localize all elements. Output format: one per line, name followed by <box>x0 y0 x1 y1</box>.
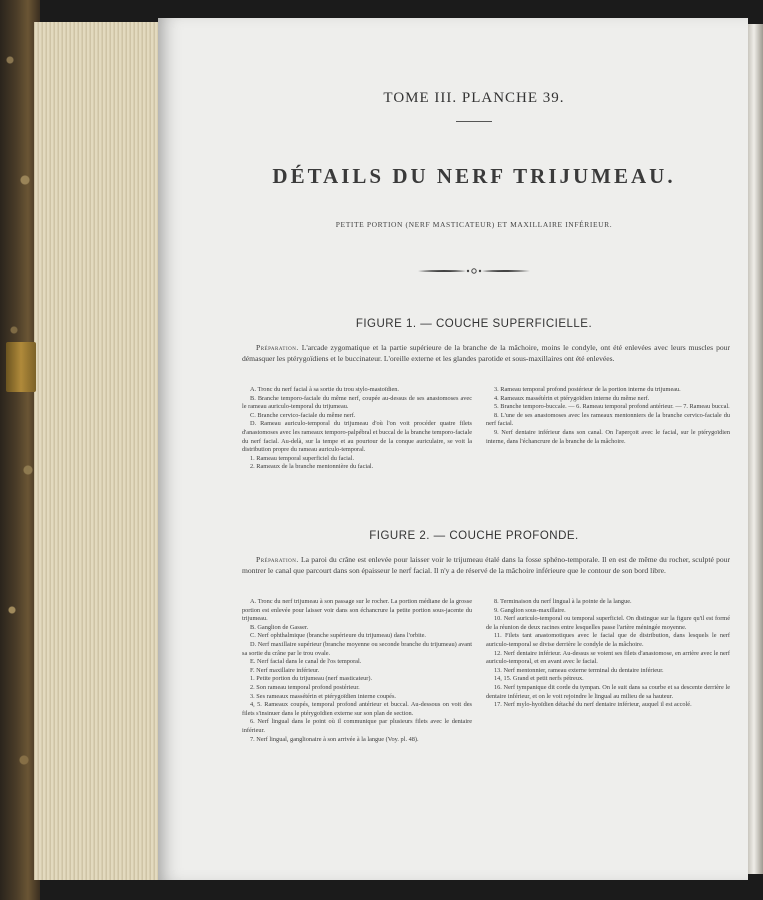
plate-header: TOME III. PLANCHE 39. <box>383 90 565 106</box>
figure1-prep-text: L'arcade zygomatique et la partie supérieure de la branche de la mâchoire, moins le condyle, ont été enlevées avec leurs muscles pour démasquer les ptérygoïdiens et le buccinateur. L'oreille externe et les glandes parotide et sous-maxillaires ont été enlevées. <box>242 343 730 363</box>
facing-page-edge <box>748 24 763 874</box>
legend-item: B. Branche temporo-faciale du même nerf, coupée au-dessus de ses anastomoses avec le rameau auriculo-temporal du trijumeau. <box>242 394 472 411</box>
page-subtitle: PETITE PORTION (NERF MASTICATEUR) ET MAXILLAIRE INFÉRIEUR. <box>335 220 613 229</box>
legend-item: 12. Nerf dentaire inférieur. Au-dessus se voient ses filets d'anastomose, en arrière avec le nerf auriculo-temporal, et en avant avec le facial. <box>486 649 730 666</box>
legend-item: 6. Nerf lingual dans le point où il communique par plusieurs filets avec le dentaire inférieur. <box>242 718 472 734</box>
page-stack-edges <box>34 22 160 880</box>
figure2-heading: FIGURE 2. — COUCHE PROFONDE. <box>369 530 579 542</box>
figure1-left-column <box>242 386 472 472</box>
figure2-preparation <box>242 554 730 576</box>
figure2-prep-label: Préparation. <box>256 555 299 564</box>
legend-item: D. Rameau auriculo-temporal du trijumeau d'où l'on voit procéder quatre filets d'anastomoses avec les rameaux temporo-palpébral et buccal de la branche temporo-faciale du nerf facial. Au-delà, sur la tempe et au pourtour de la conque auriculaire, se voit la distribution propre du rameau auriculo-temporal. <box>242 420 472 454</box>
figure2-prep-text: La paroi du crâne est enlevée pour laisser voir le trijumeau étalé dans la fosse sphéno-temporale. Il en est de même du rocher, sculpté pour montrer le canal que parcourt dans son épaisseur le nerf facial. Il n'y a de réservé de la mâchoire inférieure que le contour de son bord libre. <box>242 555 730 575</box>
legend-item: F. Nerf maxillaire inférieur. <box>250 666 320 674</box>
legend-item: 10. Nerf auriculo-temporal ou temporal superficiel. On distingue sur la figure qu'il est formé de la réunion de deux racines entre lesquelles passe l'artère méningée moyenne. <box>486 615 730 631</box>
legend-item: A. Tronc du nerf trijumeau à son passage sur le rocher. La portion médiane de la grosse portion est enlevée pour laisser voir dans son échancrure la petite portion sous-jacente du trijumeau. <box>242 598 472 623</box>
figure2-right-column <box>486 598 730 710</box>
legend-item: 11. Filets tant anastomotiques avec le facial que de distribution, dans lesquels le nerf auriculo-temporal se divise derrière le condyle de la mâchoire. <box>486 632 730 648</box>
legend-item: 17. Nerf mylo-hyoïdien détaché du nerf dentaire inférieur, auquel il est accolé. <box>494 701 692 709</box>
legend-item: 7. Nerf lingual, ganglionaire à son arrivée à la langue (Voy. pl. 48). <box>250 735 419 743</box>
legend-item: 4, 5. Rameaux coupés, temporal profond antérieur et buccal. Au-dessous on voit des filets s'insinuer dans le ptérygoïdien externe sur son plan de section. <box>242 701 472 717</box>
ornament-divider <box>416 266 532 276</box>
legend-item: B. Ganglion de Gasser. <box>250 623 309 631</box>
figure1-heading: FIGURE 1. — COUCHE SUPERFICIELLE. <box>355 318 593 330</box>
legend-item: 1. Rameau temporal superficiel du facial. <box>250 454 355 462</box>
legend-item: 14, 15. Grand et petit nerfs pétreux. <box>494 675 584 683</box>
legend-item: 2. Rameaux de la branche mentonnière du facial. <box>250 463 374 471</box>
legend-item: 5. Branche temporo-buccale. — 6. Rameau temporal profond antérieur. — 7. Rameau buccal. <box>494 403 730 411</box>
legend-item: 9. Ganglion sous-maxillaire. <box>494 606 566 614</box>
figure1-preparation <box>242 342 730 364</box>
book-clasp <box>6 342 36 392</box>
legend-item: D. Nerf maxillaire supérieur (branche moyenne ou seconde branche du trijumeau) avant sa sortie du crâne par le trou ovale. <box>242 640 472 657</box>
legend-item: 16. Nerf tympanique dit corde du tympan. On le suit dans sa courbe et sa descente derrière le dentaire inférieur, et on le voit rejoindre le lingual au milieu de sa hauteur. <box>486 683 730 700</box>
legend-item: C. Branche cervico-faciale du même nerf. <box>250 411 356 419</box>
figure1-right-column <box>486 386 730 446</box>
legend-item: 1. Petite portion du trijumeau (nerf masticateur). <box>250 675 373 683</box>
legend-item: 4. Rameaux massétérin et ptérygoïdien interne du même nerf. <box>494 394 650 402</box>
figure1-prep-label: Préparation. <box>256 343 299 352</box>
legend-item: A. Tronc du nerf facial à sa sortie du trou stylo-mastoïdien. <box>250 386 399 393</box>
legend-item: 3. Rameau temporal profond postérieur de la portion interne du trijumeau. <box>494 386 681 393</box>
header-rule <box>456 121 492 122</box>
background-top <box>0 0 763 18</box>
book-page <box>158 18 748 880</box>
legend-item: C. Nerf ophthalmique (branche supérieure du trijumeau) dans l'orbite. <box>250 632 426 640</box>
legend-item: 9. Nerf dentaire inférieur dans son canal. On l'aperçoit avec le facial, sur le ptérygoïdien interne, dans l'échancrure de la branche de la mâchoire. <box>486 428 730 445</box>
legend-item: 8. L'une de ses anastomoses avec les rameaux mentonniers de la branche cervico-faciale du nerf facial. <box>486 411 730 428</box>
legend-item: 13. Nerf mentonnier, rameau externe terminal du dentaire inférieur. <box>494 666 664 674</box>
legend-item: E. Nerf facial dans le canal de l'os temporal. <box>250 658 362 666</box>
legend-item: 3. Ses rameaux massétérin et ptérygoïdien interne coupés. <box>250 692 397 700</box>
page-title: DÉTAILS DU NERF TRIJUMEAU. <box>272 164 676 188</box>
figure2-left-column <box>242 598 472 744</box>
legend-item: 8. Terminaison du nerf lingual à la pointe de la langue. <box>494 598 632 605</box>
legend-item: 2. Son rameau temporal profond postérieur. <box>250 683 360 691</box>
